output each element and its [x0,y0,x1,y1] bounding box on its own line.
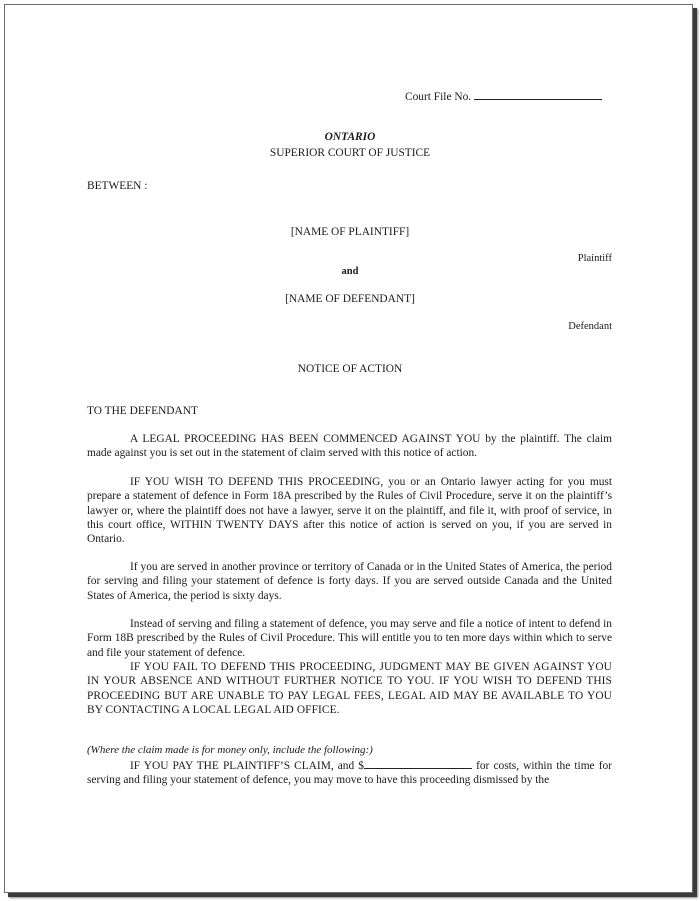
defendant-name: [NAME OF DEFENDANT] [285,293,415,305]
money-claim-note: (Where the claim made is for money only, include the following:) [87,744,373,756]
province-title: ONTARIO [324,131,376,143]
costs-amount-blank [364,759,472,769]
paragraph-1: A LEGAL PROCEEDING HAS BEEN COMMENCED AGAINST YOU by the plaintiff. The claim made against you is set out in the statement of claim served with this notice of action. [87,433,612,460]
paragraph-6 [87,759,612,788]
paragraph-3: If you are served in another province or territory of Canada or in the United States of America, the period for serving and filing your statement of defence is forty days. If you are served outside Canada and the United States of America, the period is sixty days. [87,561,612,602]
court-file-number [405,90,602,104]
notice-title: NOTICE OF ACTION [297,363,403,375]
court-file-label: Court File No. [405,91,472,103]
between-label: BETWEEN : [87,180,148,192]
court-title: SUPERIOR COURT OF JUSTICE [269,147,431,159]
plaintiff-name: [NAME OF PLAINTIFF] [290,226,410,238]
paragraph-2: IF YOU WISH TO DEFEND THIS PROCEEDING, you or an Ontario lawyer acting for you must prepare a statement of defence in Form 18A prescribed by the Rules of Civil Procedure, serve it on the plaintiff’s lawyer or, where the plaintiff does not have a lawyer, serve it on the plaintiff, and file it, with proof of service, in this court office, WITHIN TWENTY DAYS after this notice of action is served on you, if you are served in Ontario. [87,476,612,546]
and-label: and [341,266,359,277]
paragraph-6-start: IF YOU PAY THE PLAINTIFF’S CLAIM, and $ [130,760,364,772]
court-file-blank [474,90,602,100]
paragraph-6-end: for costs, within the time for serving and filing your statement of defence, you may move to have this proceeding dismissed by the [87,760,612,787]
addressee: TO THE DEFENDANT [87,405,198,417]
paragraph-5: IF YOU FAIL TO DEFEND THIS PROCEEDING, JUDGMENT MAY BE GIVEN AGAINST YOU IN YOUR ABSENCE AND WITHOUT FURTHER NOTICE TO YOU. IF YOU WISH TO DEFEND THIS PROCEEDING BUT ARE UNABLE TO PAY LEGAL FEES, LEGAL AID MAY BE AVAILABLE TO YOU BY CONTACTING A LOCAL LEGAL AID OFFICE. [87,661,612,716]
plaintiff-role: Plaintiff [577,253,612,264]
paragraph-4: Instead of serving and filing a statement of defence, you may serve and file a notice of intent to defend in Form 18B prescribed by the Rules of Civil Procedure. This will entitle you to ten more days within which to serve and file your statement of defence. [87,618,612,659]
defendant-role: Defendant [568,321,612,332]
